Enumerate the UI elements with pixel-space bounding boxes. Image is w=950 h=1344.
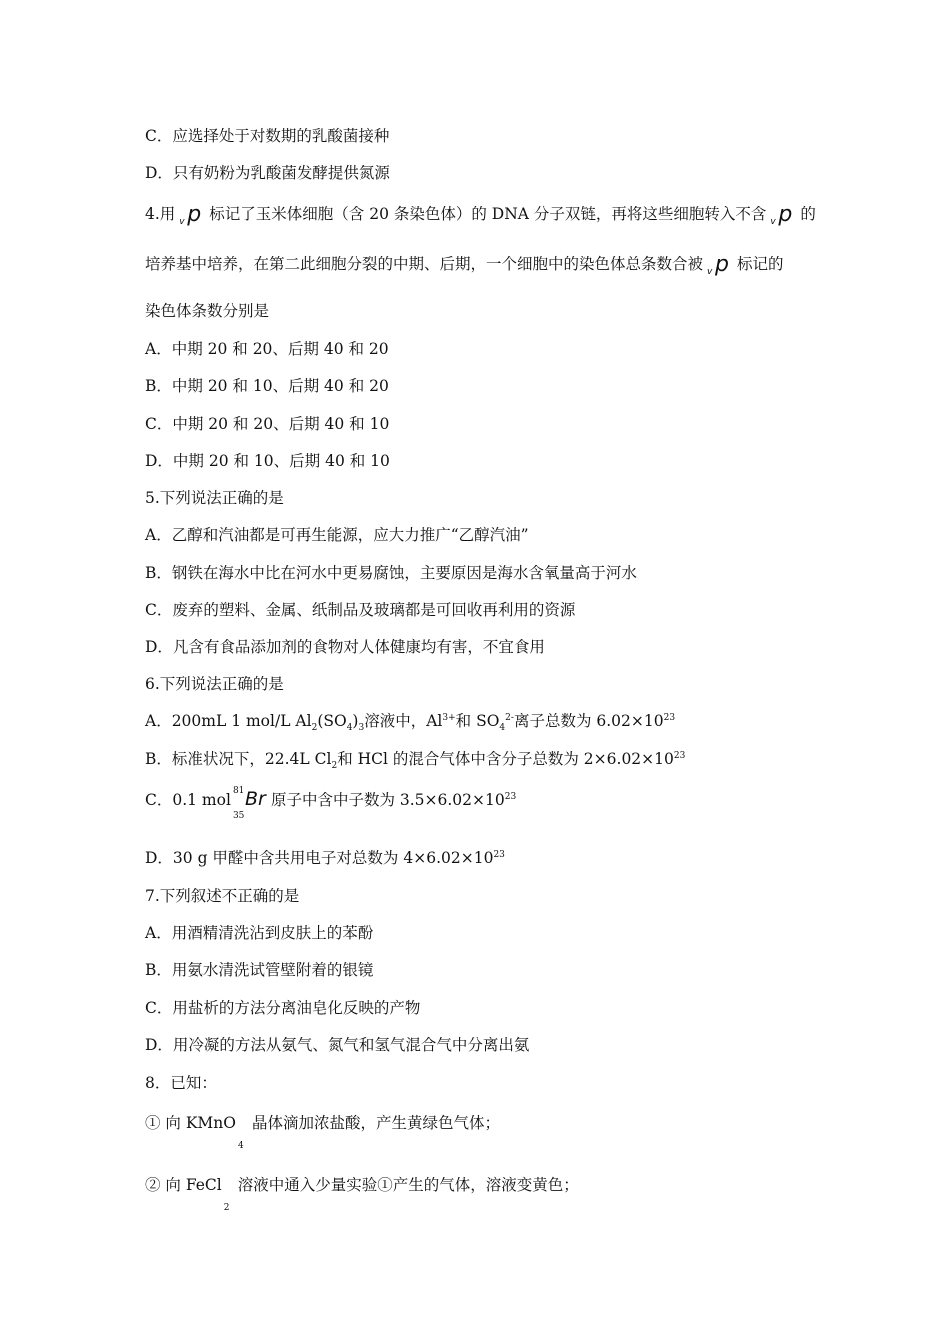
q4-text-a: 4.用: [145, 205, 176, 223]
option-d-q4: D．中期 20 和 10、后期 40 和 10: [145, 452, 390, 470]
option-c-q5: C．废弃的塑料、金属、纸制品及玻璃都是可回收再利用的资源: [145, 601, 576, 619]
q8-item-2: ② 向 FeCl 2 溶液中通入少量实验①产生的气体，溶液变黄色；: [145, 1176, 579, 1213]
isotope-p-symbol: v p: [707, 252, 729, 277]
option-c-q3: C．应选择处于对数期的乳酸菌接种: [145, 127, 390, 145]
q4-text-b: 标记了玉米体细胞（含 20 条染色体）的 DNA 分子双链，再将这些细胞转入不含: [209, 205, 767, 223]
question-7-stem: 7.下列叙述不正确的是: [145, 887, 300, 905]
option-a-q7: A．用酒精清洗沾到皮肤上的苯酚: [145, 924, 374, 942]
option-a-q4: A．中期 20 和 20、后期 40 和 20: [145, 340, 389, 358]
q4-text-c: 的: [800, 205, 816, 223]
question-4-line-2: [145, 254, 784, 275]
option-b-q6: B．标准状况下，22.4L $Cl_2$和 HCl 的混合气体中含分子总数为 $2\times 6.02\times 10^{23}$: [145, 750, 686, 772]
bromine-isotope-symbol: 81 35 Br: [232, 786, 266, 821]
option-d-q7: D．用冷凝的方法从氨气、氮气和氢气混合气中分离出氨: [145, 1036, 530, 1054]
option-a-q5: A．乙醇和汽油都是可再生能源，应大力推广“乙醇汽油”: [145, 526, 529, 544]
option-d-q6: D．30 g 甲醛中含共用电子对总数为 $4\times 6.02\times 10^{23}$: [145, 849, 505, 867]
q4-text-e: 标记的: [737, 255, 784, 273]
option-d-q3: D．只有奶粉为乳酸菌发酵提供氮源: [145, 164, 390, 182]
q4-text-d: 培养基中培养，在第二此细胞分裂的中期、后期，一个细胞中的染色体总条数合被: [145, 255, 704, 273]
question-5-stem: 5.下列说法正确的是: [145, 489, 284, 507]
question-4-line-1: [145, 204, 816, 225]
option-c-q7: C．用盐析的方法分离油皂化反映的产物: [145, 999, 421, 1017]
question-8-stem: 8．已知：: [145, 1074, 217, 1092]
q8-item-1: ① 向 KMnO 4 晶体滴加浓盐酸，产生黄绿色气体；: [145, 1114, 501, 1151]
option-b-q4: B．中期 20 和 10、后期 40 和 20: [145, 377, 389, 395]
option-b-q7: B．用氨水清洗试管壁附着的银镜: [145, 961, 374, 979]
option-c-q6: C．0.1 mol 81 35 Br 原子中含中子数为 $3.5\times 6.02\times 10^{23}$: [145, 786, 517, 821]
question-6-stem: 6.下列说法正确的是: [145, 675, 284, 693]
option-c-q4: C．中期 20 和 20、后期 40 和 10: [145, 415, 390, 433]
option-d-q5: D．凡含有食品添加剂的食物对人体健康均有害，不宜食用: [145, 638, 545, 656]
option-a-q6: A．200mL 1 mol/L $Al_2(SO_4)_3$溶液中，$Al^{3+}$和 $SO_4^{2-}$离子总数为 $6.02\times 10^{23}$: [145, 712, 676, 734]
option-b-q5: B．钢铁在海水中比在河水中更易腐蚀，主要原因是海水含氧量高于河水: [145, 564, 637, 582]
isotope-p-symbol: v p: [179, 202, 202, 227]
question-4-line-3: 染色体条数分别是: [145, 302, 270, 320]
isotope-p-symbol: v p: [770, 202, 793, 227]
